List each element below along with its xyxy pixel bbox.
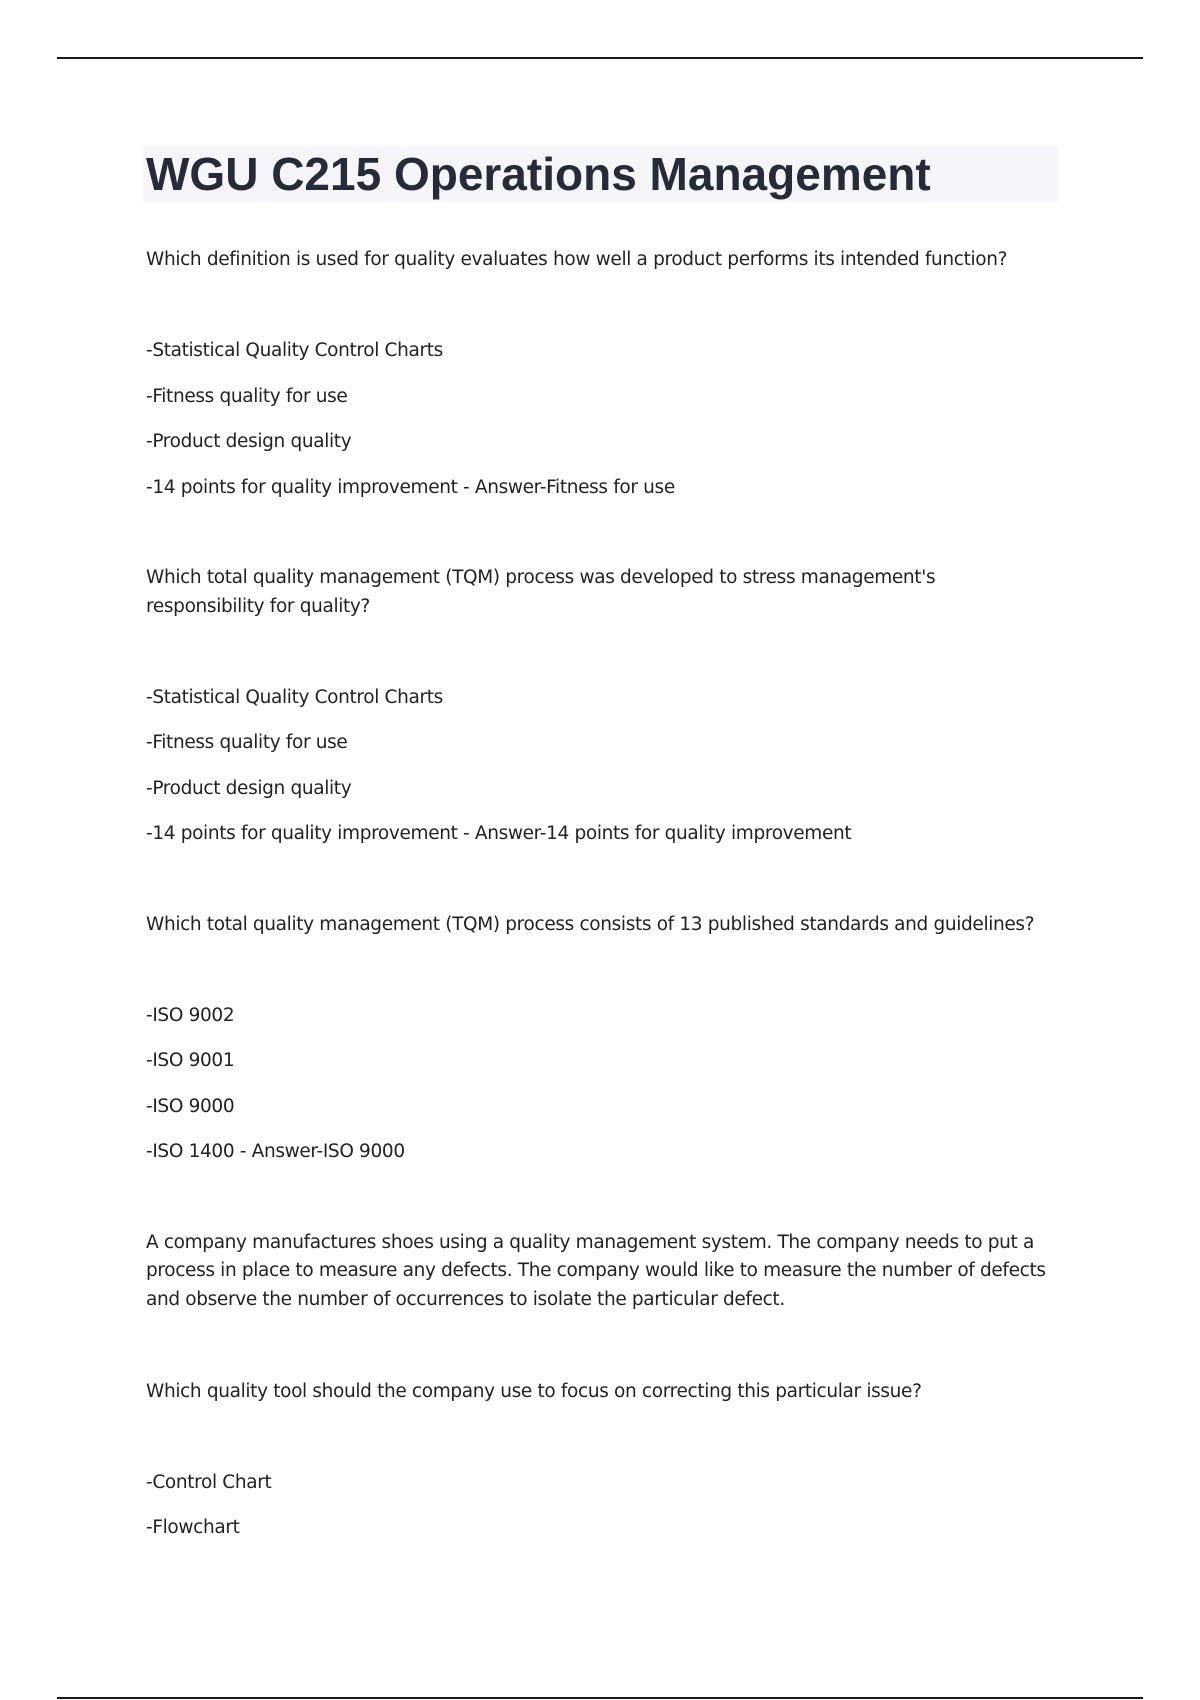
q3-option-1: -ISO 9002 [146,1005,235,1026]
question-1-text: Which definition is used for quality evaluates how well a product performs its intended function? [146,249,1008,270]
q1-option-1: -Statistical Quality Control Charts [146,340,443,361]
question-2-line-1: Which total quality management (TQM) process was developed to stress management's [146,567,936,588]
q2-option-4-answer: -14 points for quality improvement - Answer-14 points for quality improvement [146,823,852,844]
question-3-text: Which total quality management (TQM) process consists of 13 published standards and guidelines? [146,914,1035,935]
question-4-line-2: process in place to measure any defects. The company would like to measure the number of defects [146,1260,1046,1281]
q3-option-3: -ISO 9000 [146,1096,235,1117]
top-rule [57,57,1143,59]
question-4-line-3: and observe the number of occurrences to isolate the particular defect. [146,1289,785,1310]
q3-option-2: -ISO 9001 [146,1050,235,1071]
bottom-rule [57,1697,1143,1699]
q1-option-3: -Product design quality [146,431,352,452]
q3-option-4-answer: -ISO 1400 - Answer-ISO 9000 [146,1141,405,1162]
document-title: WGU C215 Operations Management [146,148,931,200]
q4-option-2: -Flowchart [146,1517,240,1538]
q2-option-2: -Fitness quality for use [146,732,348,753]
q1-option-2: -Fitness quality for use [146,386,348,407]
q1-option-4-answer: -14 points for quality improvement - Answer-Fitness for use [146,477,675,498]
question-4-line-1: A company manufactures shoes using a quality management system. The company needs to put a [146,1232,1034,1253]
q4-option-1: -Control Chart [146,1472,272,1493]
q2-option-1: -Statistical Quality Control Charts [146,687,443,708]
question-2-line-2: responsibility for quality? [146,596,371,617]
q2-option-3: -Product design quality [146,778,352,799]
question-4-prompt: Which quality tool should the company use to focus on correcting this particular issue? [146,1381,922,1402]
